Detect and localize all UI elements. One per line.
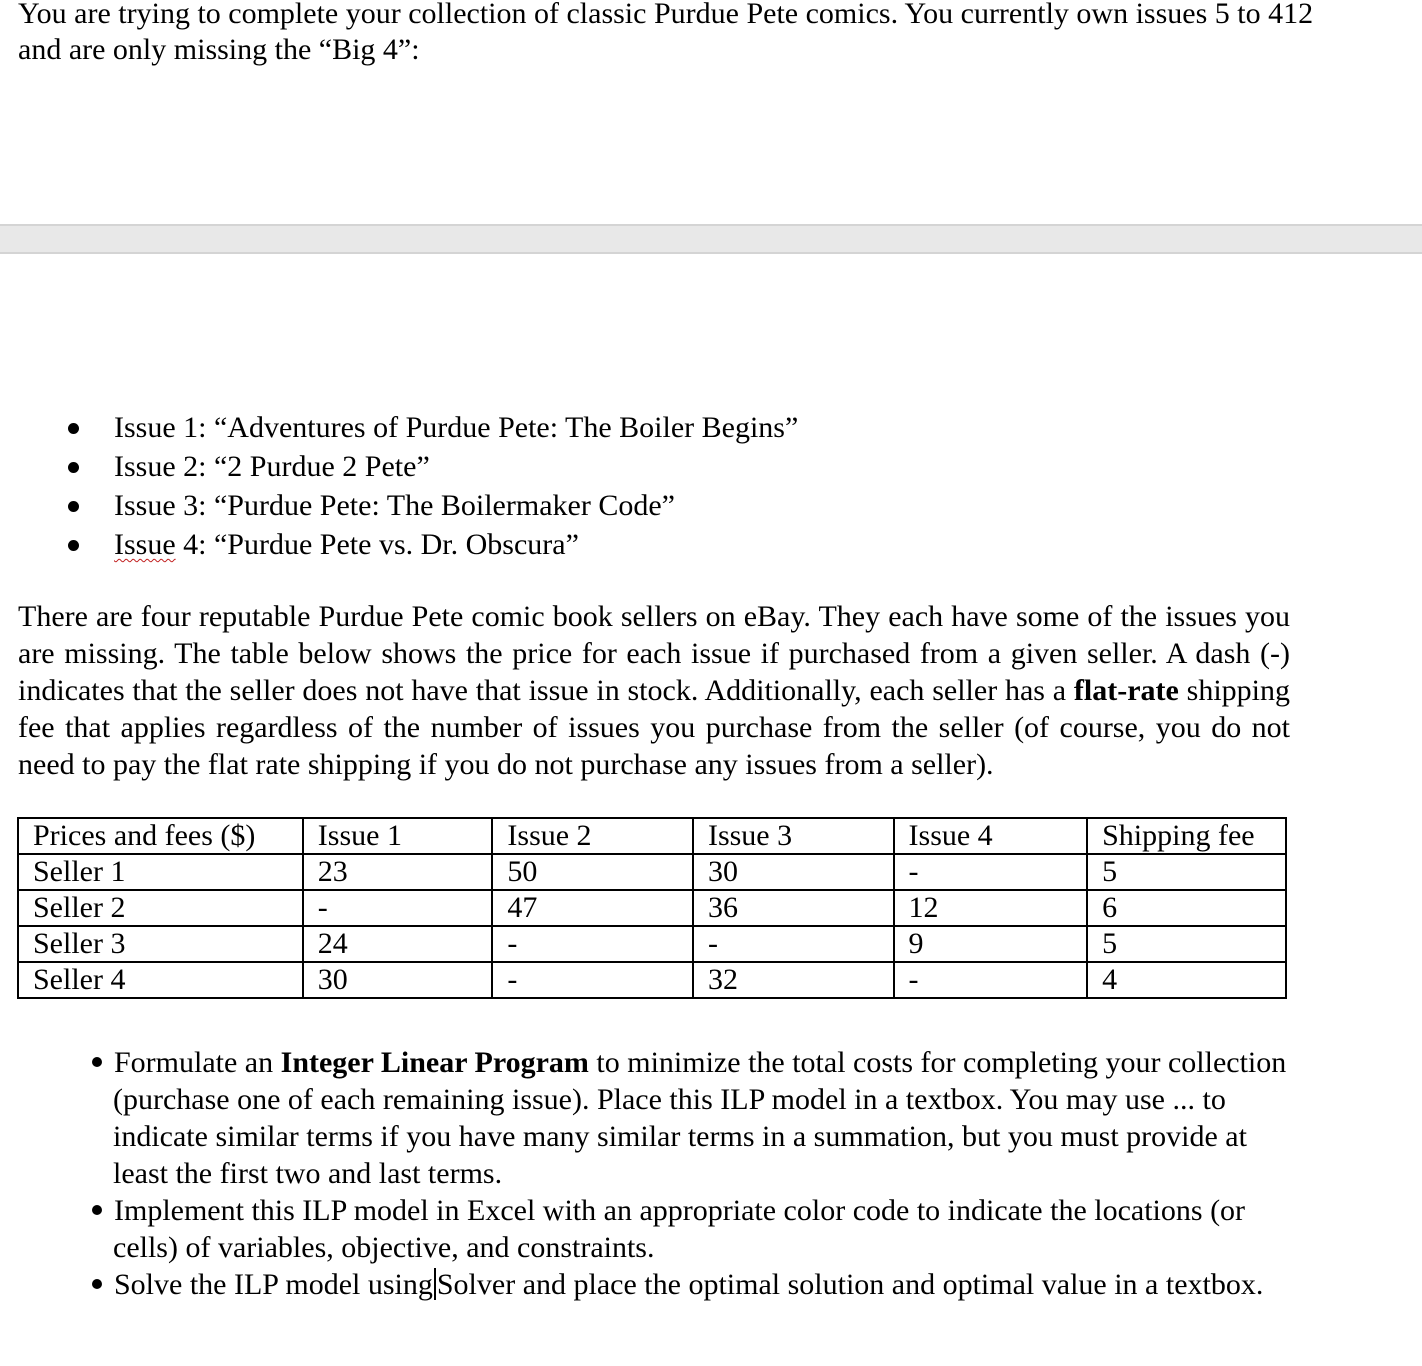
table-cell: - <box>492 962 693 998</box>
bullet-icon <box>68 540 79 551</box>
issue-4-label: 4: “Purdue Pete vs. Dr. Obscura” <box>175 528 579 561</box>
table-cell: 5 <box>1087 854 1286 890</box>
page-gap-divider <box>0 224 1422 254</box>
list-item <box>0 447 798 486</box>
issue-3-label: Issue 3: “Purdue Pete: The Boilermaker Code” <box>114 489 675 522</box>
task-3-text-end: Solver and place the optimal solution and optimal value in a textbox. <box>436 1268 1264 1301</box>
list-item <box>0 525 798 564</box>
table-cell: 24 <box>303 926 493 962</box>
task-1-text-end: to minimize the total costs for completing your collection (purchase one of each remaining issue). Place this ILP model in a textbox. You may use ... to indicate similar terms if you have many similar terms in a summation, but you must provide at least the first two and last terms. <box>113 1046 1287 1190</box>
paragraph-text-start: There are four reputable Purdue Pete comic book sellers on eBay. They each have some of the issues you are missing. The table below shows the price for each issue if purchased from a given seller. A dash (-) indicates that the seller does not have that issue in stock. Additionally, each seller has a <box>18 600 1290 707</box>
list-item <box>0 1192 1300 1266</box>
bullet-icon <box>68 423 79 434</box>
table-row <box>18 926 1286 962</box>
bullet-icon <box>68 462 79 473</box>
task-1-text-start: Formulate an <box>114 1046 281 1079</box>
table-cell: 6 <box>1087 890 1286 926</box>
table-cell: - <box>894 962 1088 998</box>
intro-text: You are trying to complete your collection of classic Purdue Pete comics. You currently own issues 5 to 412 and are only missing the “Big 4”: <box>18 0 1314 66</box>
table-row <box>18 890 1286 926</box>
table-cell: Seller 1 <box>18 854 303 890</box>
table-cell: 36 <box>693 890 894 926</box>
bullet-icon <box>92 1279 102 1289</box>
table-cell: Seller 4 <box>18 962 303 998</box>
table-cell: 47 <box>492 890 693 926</box>
bullet-icon <box>68 501 79 512</box>
issue-2-label: Issue 2: “2 Purdue 2 Pete” <box>114 450 430 483</box>
task-1-bold-term: Integer Linear Program <box>280 1046 589 1079</box>
issue-1-label: Issue 1: “Adventures of Purdue Pete: The Boiler Begins” <box>114 411 799 444</box>
table-cell: 32 <box>693 962 894 998</box>
list-item <box>0 1266 1300 1303</box>
missing-issues-list <box>0 408 798 564</box>
table-cell: 30 <box>693 854 894 890</box>
price-table <box>17 817 1287 999</box>
table-cell: 4 <box>1087 962 1286 998</box>
task-3-text-start: Solve the ILP model using <box>114 1268 433 1301</box>
table-cell: Seller 3 <box>18 926 303 962</box>
paragraph-bold-term: flat-rate <box>1073 674 1179 707</box>
list-item <box>0 408 798 447</box>
table-cell: 9 <box>894 926 1088 962</box>
table-cell: 50 <box>492 854 693 890</box>
table-cell: 23 <box>303 854 493 890</box>
table-header-cell: Issue 1 <box>303 818 493 854</box>
spellcheck-flagged-word[interactable]: Issue <box>114 528 176 561</box>
table-row <box>18 854 1286 890</box>
table-cell: Seller 2 <box>18 890 303 926</box>
paragraph-text-end: shipping fee that applies regardless of the number of issues you purchase from the seller (of course, you do not need to pay the flat rate shipping if you do not purchase any issues from a seller). <box>18 674 1290 781</box>
table-cell: - <box>303 890 493 926</box>
task-2-text: Implement this ILP model in Excel with an appropriate color code to indicate the locations (or cells) of variables, objective, and constraints. <box>113 1194 1246 1264</box>
table-cell: 30 <box>303 962 493 998</box>
task-list <box>0 1044 1300 1303</box>
list-item <box>0 1044 1300 1192</box>
table-header-cell: Shipping fee <box>1087 818 1286 854</box>
table-row <box>18 962 1286 998</box>
table-cell: - <box>492 926 693 962</box>
table-header-cell: Prices and fees ($) <box>18 818 303 854</box>
bullet-icon <box>92 1205 102 1215</box>
text-cursor <box>434 1268 436 1300</box>
list-item <box>0 486 798 525</box>
table-header-cell: Issue 2 <box>492 818 693 854</box>
table-header-cell: Issue 4 <box>894 818 1088 854</box>
sellers-paragraph <box>18 598 1290 783</box>
table-cell: 12 <box>894 890 1088 926</box>
table-header-cell: Issue 3 <box>693 818 894 854</box>
table-cell: - <box>894 854 1088 890</box>
table-cell: 5 <box>1087 926 1286 962</box>
table-header-row <box>18 818 1286 854</box>
bullet-icon <box>92 1057 102 1067</box>
table-cell: - <box>693 926 894 962</box>
